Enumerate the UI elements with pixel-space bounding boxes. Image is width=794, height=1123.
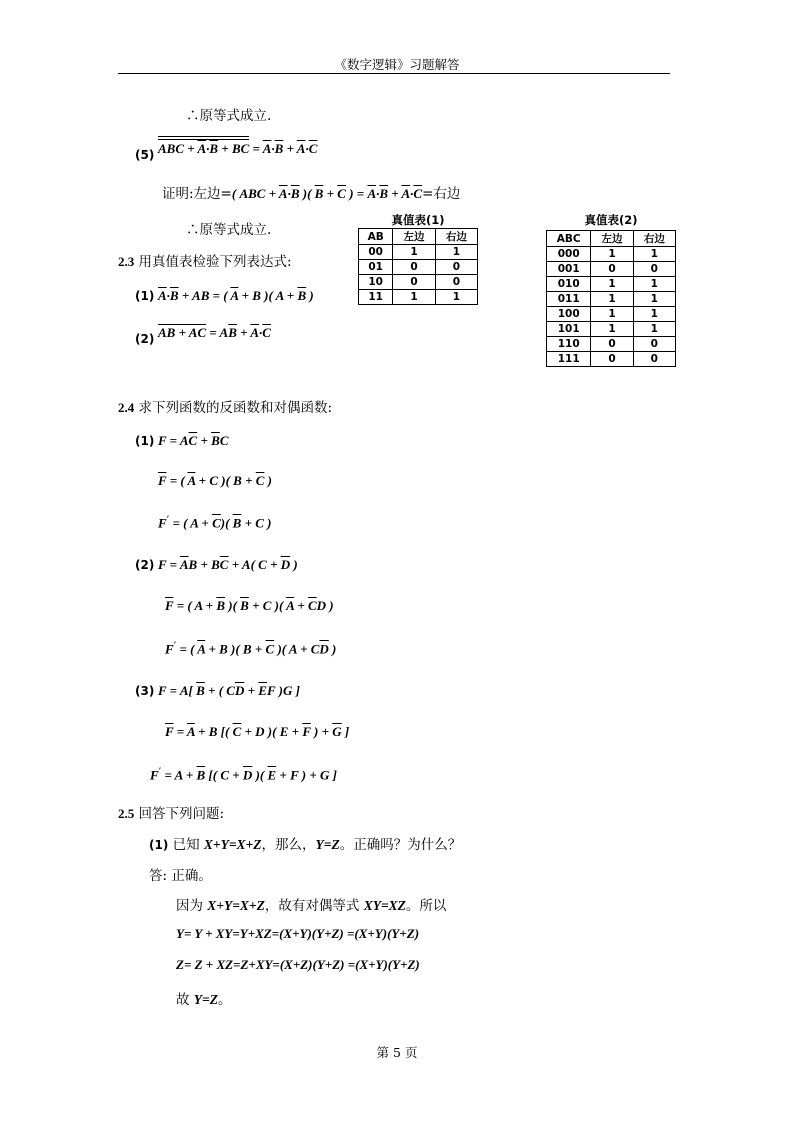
section-2-5: 2.5 回答下列问题: (118, 806, 225, 822)
table-cell: 001 (547, 262, 591, 277)
truth-table-1 (358, 228, 478, 305)
table-row (359, 290, 478, 305)
table-cell: 101 (547, 322, 591, 337)
table-row (359, 245, 478, 260)
hence-line: 故 Y=Z。 (176, 992, 232, 1008)
s24-1-fbar: $\overline{F}$ = ( $\overline{A} + C$ )( $B + \overline{C}$ ) (158, 473, 273, 488)
s24-1-fdual: F′ = ( $A + \overline{C}$)( $\overline{B} + C$ ) (158, 514, 272, 531)
table-cell: 1 (435, 245, 477, 260)
table-cell: 000 (547, 247, 591, 262)
table-row (547, 307, 676, 322)
s23-1-equation: $\overline{A}\cdot\overline{B}$ + AB = ( $\overline{A} + B$ )( $A + \overline{B}$ ) (158, 288, 314, 303)
table-cell: 0 (633, 337, 675, 352)
table-row (547, 292, 676, 307)
header-rule (118, 73, 670, 74)
s24-2-fbar: $\overline{F}$ = ( $A + \overline{B}$ )( $\overline{B} + C$ )( $\overline{A} + \overline{C}D$ ) (165, 598, 334, 613)
table-cell: 11 (359, 290, 393, 305)
page-header: 《数字逻辑》习题解答 (334, 57, 460, 72)
table-row (547, 262, 676, 277)
table-header-row (359, 229, 478, 245)
s23-1-label: (1) (135, 289, 155, 303)
truth-table-1-caption: 真值表(1) (391, 213, 445, 227)
table-cell: 1 (633, 247, 675, 262)
table-header-cell: ABC (547, 231, 591, 247)
table-row (547, 277, 676, 292)
table-row (359, 260, 478, 275)
s24-1-label: (1) (135, 434, 155, 448)
s24-3-fdual: $F' = A + \overline{B}$ [( $C + \overline{D}$ )( $\overline{E} + F$ ) + G ] (150, 766, 337, 783)
table-cell: 1 (591, 277, 633, 292)
section-2-4: 2.4 求下列函数的反函数和对偶函数: (118, 400, 333, 416)
s24-3-f: F = A[ $\overline{B}$ + ( $C\overline{D} + \overline{E}F$ )G ] (158, 683, 300, 698)
truth-table-2 (546, 230, 676, 367)
table-cell: 1 (591, 322, 633, 337)
table-cell: 01 (359, 260, 393, 275)
table-cell: 00 (359, 245, 393, 260)
table-cell: 0 (435, 260, 477, 275)
table-cell: 0 (393, 260, 435, 275)
table-cell: 1 (393, 290, 435, 305)
table-row (547, 337, 676, 352)
table-cell: 1 (435, 290, 477, 305)
table-cell: 0 (435, 275, 477, 290)
table-cell: 1 (393, 245, 435, 260)
s24-1-f: $F = A\overline{C} + \overline{B}C$ (158, 433, 229, 448)
table-cell: 110 (547, 337, 591, 352)
s24-2-label: (2) (135, 558, 155, 572)
table-cell: 0 (633, 262, 675, 277)
table-cell: 0 (591, 337, 633, 352)
table-cell: 1 (591, 247, 633, 262)
table-cell: 100 (547, 307, 591, 322)
table-cell: 010 (547, 277, 591, 292)
s24-2-f: $F = \overline{A}B + B\overline{C} + A$( $C + \overline{D}$ ) (158, 557, 298, 572)
because-line: 因为 X+Y=X+Z，故有对偶等式 XY=XZ。所以 (176, 898, 447, 914)
table-cell: 1 (633, 322, 675, 337)
table-header-cell: 左边 (591, 231, 633, 247)
question-1: (1) 已知 X+Y=X+Z，那么，Y=Z。正确吗？为什么？ (149, 837, 462, 853)
table-header-cell: 右边 (435, 229, 477, 245)
table-cell: 1 (591, 292, 633, 307)
equation-y: Y= Y + XY=Y+XZ=(X+Y)(Y+Z) =(X+Y)(Y+Z) (176, 926, 420, 941)
s23-2-label: (2) (135, 332, 155, 346)
table-cell: 011 (547, 292, 591, 307)
s24-2-fdual: F′ = ( $\overline{A} + B$ )( $B + \overline{C}$ )( $A + C\overline{D}$ ) (165, 640, 337, 657)
proof-line: 证明:左边=( ABC + $\overline{A}\cdot\overline{B}$ )( $\overline{B} + \overline{C}$ ) = $\overline{A}\cdot\overline{B} + \overline{A}\cdot\overline{C}=$右边 (162, 186, 461, 202)
therefore-line-1: ∴原等式成立. (186, 108, 272, 124)
table-cell: 1 (591, 307, 633, 322)
page-number: 第 5 页 (376, 1045, 418, 1060)
table-cell: 0 (591, 262, 633, 277)
table-cell: 0 (633, 352, 675, 367)
table-cell: 10 (359, 275, 393, 290)
table-cell: 0 (591, 352, 633, 367)
table-cell: 111 (547, 352, 591, 367)
equation-z: Z= Z + XZ=Z+XY=(X+Z)(Y+Z) =(X+Y)(Y+Z) (176, 957, 420, 972)
table-cell: 1 (633, 277, 675, 292)
table-row (547, 247, 676, 262)
table-header-cell: AB (359, 229, 393, 245)
table-header-cell: 右边 (633, 231, 675, 247)
truth-table-2-caption: 真值表(2) (584, 213, 638, 227)
table-header-cell: 左边 (393, 229, 435, 245)
section-2-3: 2.3 用真值表检验下列表达式: (118, 254, 292, 270)
s24-3-label: (3) (135, 684, 155, 698)
therefore-line-2: ∴原等式成立. (186, 222, 272, 238)
table-cell: 1 (633, 292, 675, 307)
table-header-row (547, 231, 676, 247)
table-row (547, 352, 676, 367)
table-cell: 1 (633, 307, 675, 322)
item5-label: (5) (135, 148, 155, 162)
table-cell: 0 (393, 275, 435, 290)
table-row (359, 275, 478, 290)
s24-3-fbar: $\overline{F} = \overline{A} + B$ [( $\overline{C} + D$ )( $E + \overline{F}$ ) + $\overline{G}$ ] (165, 724, 350, 739)
table-row (547, 322, 676, 337)
item5-equation: ABC + $\overline{A}\cdot\overline{B}$ + BC = $\overline{A}\cdot\overline{B} + \overline{A}\cdot\overline{C}$ (158, 136, 317, 157)
answer-line: 答: 正确。 (149, 868, 212, 884)
s23-2-equation: $A\overline{B} + \overline{A}C = A\overline{B} + \overline{A}\cdot\overline{C}$ (158, 325, 271, 340)
